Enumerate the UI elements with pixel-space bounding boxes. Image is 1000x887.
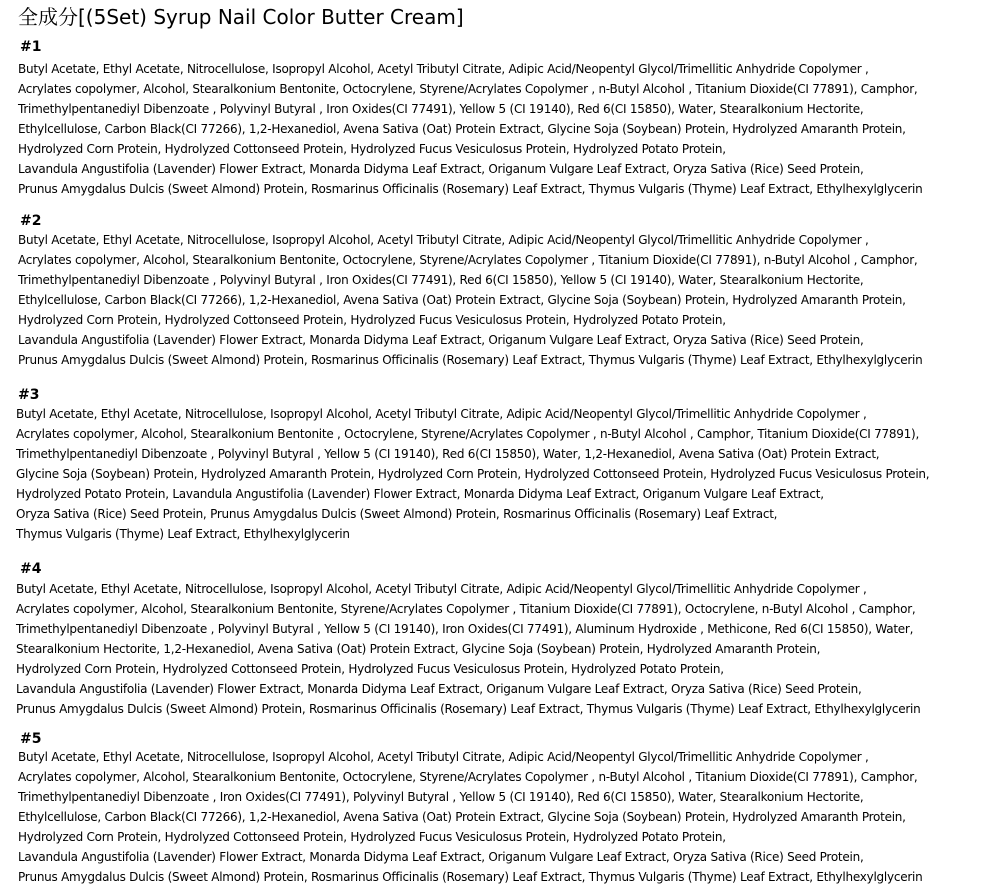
ingredient-line: Stearalkonium Hectorite, 1,2-Hexanediol, Avena Sativa (Oat) Protein Extract, Glycine Soja (Soybean) Protein, Hydrolyzed Amaranth Protein, [16, 642, 821, 656]
ingredient-line: Oryza Sativa (Rice) Seed Protein, Prunus Amygdalus Dulcis (Sweet Almond) Protein, Rosmarinus Officinalis (Rosemary) Leaf Extract, [16, 507, 778, 521]
section-label: #3 [18, 387, 40, 403]
ingredient-line: Trimethylpentanediyl Dibenzoate , Polyvinyl Butyral , Iron Oxides(CI 77491), Red 6(CI 15850), Yellow 5 (CI 19140), Water, Stearalkonium Hectorite, [18, 273, 864, 287]
section-label: #4 [20, 561, 42, 577]
ingredient-line: Lavandula Angustifolia (Lavender) Flower Extract, Monarda Didyma Leaf Extract, Origanum Vulgare Leaf Extract, Oryza Sativa (Rice) Seed Protein, [18, 333, 864, 347]
ingredient-line: Ethylcellulose, Carbon Black(CI 77266), 1,2-Hexanediol, Avena Sativa (Oat) Protein Extract, Glycine Soja (Soybean) Protein, Hydrolyzed Amaranth Protein, [18, 810, 906, 824]
section-label: #1 [20, 39, 42, 55]
ingredient-line: Lavandula Angustifolia (Lavender) Flower Extract, Monarda Didyma Leaf Extract, Origanum Vulgare Leaf Extract, Oryza Sativa (Rice) Seed Protein, [18, 162, 864, 176]
ingredient-line: Acrylates copolymer, Alcohol, Stearalkonium Bentonite , Octocrylene, Styrene/Acrylates Copolymer , n-Butyl Alcohol , Camphor, Titanium Dioxide(CI 77891), [16, 427, 920, 441]
ingredient-line: Acrylates copolymer, Alcohol, Stearalkonium Bentonite, Octocrylene, Styrene/Acrylates Copolymer , n-Butyl Alcohol , Titanium Dioxide(CI 77891), Camphor, [18, 770, 918, 784]
ingredient-line: Prunus Amygdalus Dulcis (Sweet Almond) Protein, Rosmarinus Officinalis (Rosemary) Leaf Extract, Thymus Vulgaris (Thyme) Leaf Extract, Ethylhexylglycerin [18, 870, 923, 884]
ingredient-line: Hydrolyzed Corn Protein, Hydrolyzed Cottonseed Protein, Hydrolyzed Fucus Vesiculosus Protein, Hydrolyzed Potato Protein, [18, 830, 726, 844]
ingredient-line: Acrylates copolymer, Alcohol, Stearalkonium Bentonite, Octocrylene, Styrene/Acrylates Copolymer , Titanium Dioxide(CI 77891), n-Butyl Alcohol , Camphor, [18, 253, 918, 267]
ingredient-line: Lavandula Angustifolia (Lavender) Flower Extract, Monarda Didyma Leaf Extract, Origanum Vulgare Leaf Extract, Oryza Sativa (Rice) Seed Protein, [18, 850, 864, 864]
ingredient-line: Trimethylpentanediyl Dibenzoate , Polyvinyl Butyral , Yellow 5 (CI 19140), Iron Oxides(CI 77491), Aluminum Hydroxide , Methicone, Red 6(CI 15850), Water, [16, 622, 914, 636]
ingredient-line: Ethylcellulose, Carbon Black(CI 77266), 1,2-Hexanediol, Avena Sativa (Oat) Protein Extract, Glycine Soja (Soybean) Protein, Hydrolyzed Amaranth Protein, [18, 293, 906, 307]
ingredient-line: Hydrolyzed Corn Protein, Hydrolyzed Cottonseed Protein, Hydrolyzed Fucus Vesiculosus Protein, Hydrolyzed Potato Protein, [16, 662, 724, 676]
ingredient-line: Acrylates copolymer, Alcohol, Stearalkonium Bentonite, Octocrylene, Styrene/Acrylates Copolymer , n-Butyl Alcohol , Titanium Dioxide(CI 77891), Camphor, [18, 82, 918, 96]
ingredient-line: Butyl Acetate, Ethyl Acetate, Nitrocellulose, Isopropyl Alcohol, Acetyl Tributyl Citrate, Adipic Acid/Neopentyl Glycol/Trimellitic Anhydride Copolymer , [18, 750, 869, 764]
ingredient-line: Thymus Vulgaris (Thyme) Leaf Extract, Ethylhexylglycerin [16, 527, 350, 541]
ingredient-line: Trimethylpentanediyl Dibenzoate , Iron Oxides(CI 77491), Polyvinyl Butyral , Yellow 5 (CI 19140), Red 6(CI 15850), Water, Stearalkonium Hectorite, [18, 790, 864, 804]
ingredient-line: Trimethylpentanediyl Dibenzoate , Polyvinyl Butyral , Iron Oxides(CI 77491), Yellow 5 (CI 19140), Red 6(CI 15850), Water, Stearalkonium Hectorite, [18, 102, 864, 116]
ingredient-line: Prunus Amygdalus Dulcis (Sweet Almond) Protein, Rosmarinus Officinalis (Rosemary) Leaf Extract, Thymus Vulgaris (Thyme) Leaf Extract, Ethylhexylglycerin [18, 353, 923, 367]
ingredient-line: Prunus Amygdalus Dulcis (Sweet Almond) Protein, Rosmarinus Officinalis (Rosemary) Leaf Extract, Thymus Vulgaris (Thyme) Leaf Extract, Ethylhexylglycerin [18, 182, 923, 196]
ingredient-line: Ethylcellulose, Carbon Black(CI 77266), 1,2-Hexanediol, Avena Sativa (Oat) Protein Extract, Glycine Soja (Soybean) Protein, Hydrolyzed Amaranth Protein, [18, 122, 906, 136]
ingredient-line: Hydrolyzed Potato Protein, Lavandula Angustifolia (Lavender) Flower Extract, Monarda Didyma Leaf Extract, Origanum Vulgare Leaf Extract, [16, 487, 824, 501]
ingredient-line: Butyl Acetate, Ethyl Acetate, Nitrocellulose, Isopropyl Alcohol, Acetyl Tributyl Citrate, Adipic Acid/Neopentyl Glycol/Trimellitic Anhydride Copolymer , [16, 407, 867, 421]
ingredient-line: Butyl Acetate, Ethyl Acetate, Nitrocellulose, Isopropyl Alcohol, Acetyl Tributyl Citrate, Adipic Acid/Neopentyl Glycol/Trimellitic Anhydride Copolymer , [16, 582, 867, 596]
ingredient-line: Trimethylpentanediyl Dibenzoate , Polyvinyl Butyral , Yellow 5 (CI 19140), Red 6(CI 15850), Water, 1,2-Hexanediol, Avena Sativa (Oat) Protein Extract, [16, 447, 880, 461]
ingredient-line: Glycine Soja (Soybean) Protein, Hydrolyzed Amaranth Protein, Hydrolyzed Corn Protein, Hydrolyzed Cottonseed Protein, Hydrolyzed Fucus Vesiculosus Protein, [16, 467, 930, 481]
ingredient-line: Acrylates copolymer, Alcohol, Stearalkonium Bentonite, Styrene/Acrylates Copolymer , Titanium Dioxide(CI 77891), Octocrylene, n-Butyl Alcohol , Camphor, [16, 602, 916, 616]
page-title: 全成分[(5Set) Syrup Nail Color Butter Cream] [18, 5, 464, 29]
ingredient-line: Hydrolyzed Corn Protein, Hydrolyzed Cottonseed Protein, Hydrolyzed Fucus Vesiculosus Protein, Hydrolyzed Potato Protein, [18, 142, 726, 156]
ingredient-line: Hydrolyzed Corn Protein, Hydrolyzed Cottonseed Protein, Hydrolyzed Fucus Vesiculosus Protein, Hydrolyzed Potato Protein, [18, 313, 726, 327]
section-label: #2 [20, 213, 42, 229]
ingredient-line: Prunus Amygdalus Dulcis (Sweet Almond) Protein, Rosmarinus Officinalis (Rosemary) Leaf Extract, Thymus Vulgaris (Thyme) Leaf Extract, Ethylhexylglycerin [16, 702, 921, 716]
ingredient-line: Butyl Acetate, Ethyl Acetate, Nitrocellulose, Isopropyl Alcohol, Acetyl Tributyl Citrate, Adipic Acid/Neopentyl Glycol/Trimellitic Anhydride Copolymer , [18, 233, 869, 247]
ingredient-line: Lavandula Angustifolia (Lavender) Flower Extract, Monarda Didyma Leaf Extract, Origanum Vulgare Leaf Extract, Oryza Sativa (Rice) Seed Protein, [16, 682, 862, 696]
ingredient-line: Butyl Acetate, Ethyl Acetate, Nitrocellulose, Isopropyl Alcohol, Acetyl Tributyl Citrate, Adipic Acid/Neopentyl Glycol/Trimellitic Anhydride Copolymer , [18, 62, 869, 76]
section-label: #5 [20, 731, 42, 747]
